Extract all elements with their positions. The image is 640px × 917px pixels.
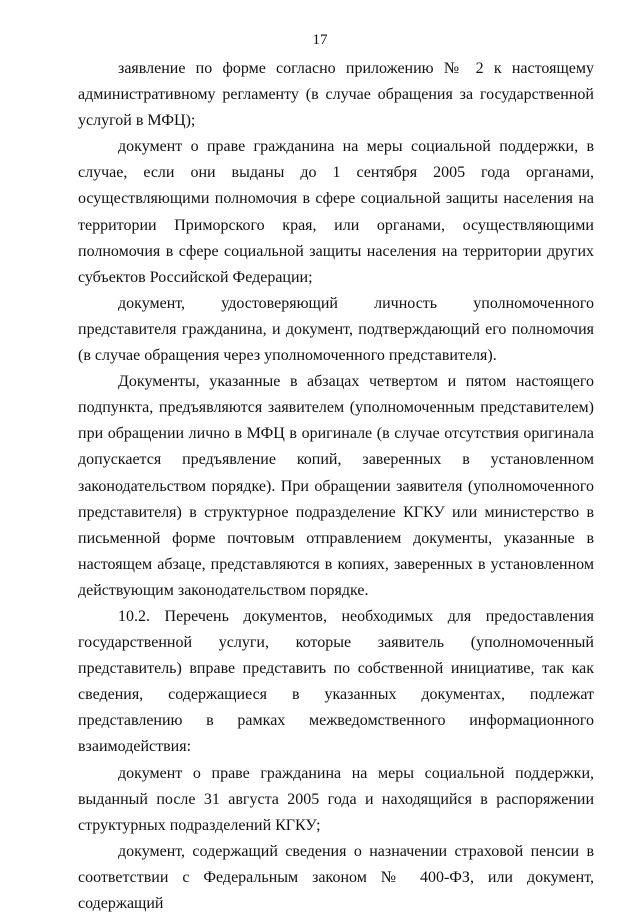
document-body [78,56,594,917]
paragraph-social-support-document: документ о праве гражданина на меры социальной поддержки, в случае, если они выданы до 1 сентября 2005 года органами, осуществляющими полномочия в сфере социальной защиты населения на территории Приморского края, или органами, осуществляющими полномочия в сфере социальной защиты населения на территории других субъектов Российской Федерации; [78,138,594,286]
paragraph-section-10-2: 10.2. Перечень документов, необходимых для предоставления государственной услуги, которые заявитель (уполномоченный представитель) вправе представить по собственной инициативе, так как сведения, содержащиеся в указанных документах, подлежат представлению в рамках межведомственного информационного взаимодействия: [78,607,594,756]
paragraph-pension-document: документ, содержащий сведения о назначении страховой пенсии в соответствии с Федеральным законом № 400-ФЗ, или документ, содержащий [78,842,594,912]
paragraph-support-document-after-2005: документ о праве гражданина на меры социальной поддержки, выданный после 31 августа 2005 года и находящийся в распоряжении структурных подразделений КГКУ; [78,764,594,834]
paragraph-representative-identity: документ, удостоверяющий личность уполномоченного представителя гражданина, и документ, подтверждающий его полномочия (в случае обращения через уполномоченного представителя). [78,294,594,365]
paragraph-application-form: заявление по форме согласно приложению № 2 к настоящему административному регламенту (в случае обращения за государственной услугой в МФЦ); [78,60,594,130]
paragraph-documents-presentation: Документы, указанные в абзацах четвертом и пятом настоящего подпункта, предъявляются заявителем (уполномоченным представителем) при обращении лично в МФЦ в оригинале (в случае отсутствия оригинала допускается предъявление копий, заверенных в установленном законодательством порядке). При обращении заявителя (уполномоченного представителя) в структурное подразделение КГКУ или министерство в письменной форме почтовым отправлением документы, указанные в настоящем абзаце, представляются в копиях, заверенных в установленном действующим законодательством порядке. [78,373,594,599]
page-number: 17 [312,32,328,48]
